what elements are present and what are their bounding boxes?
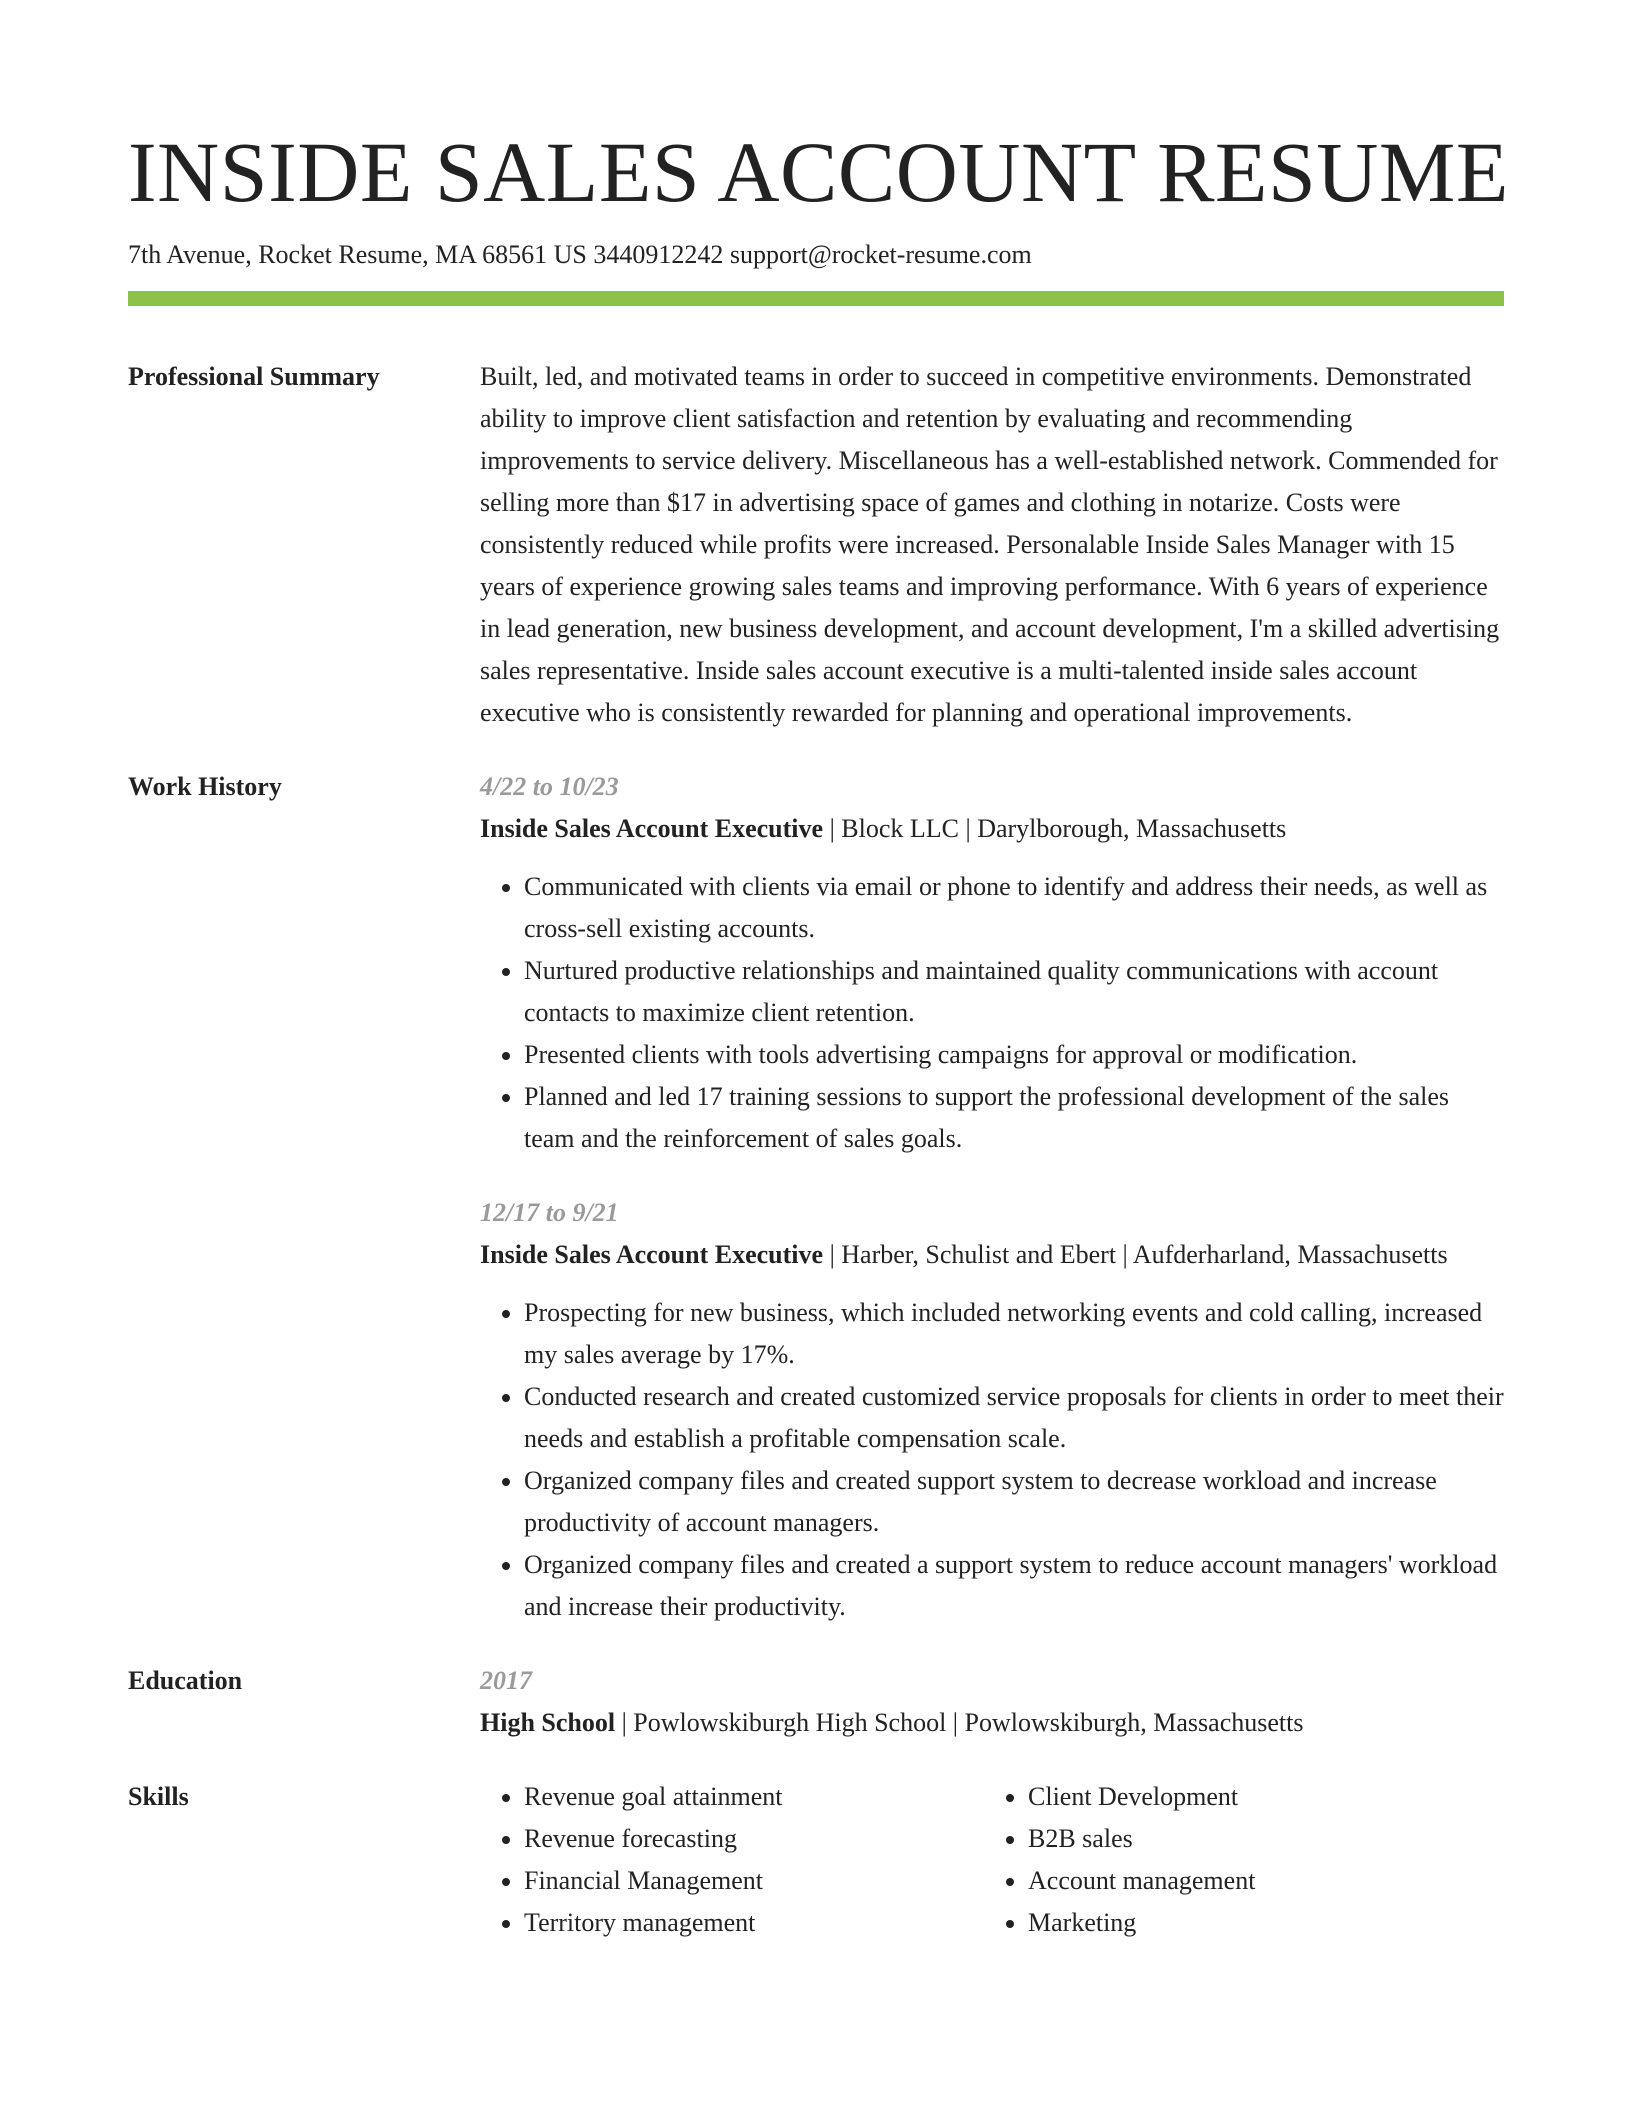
job-dates: 4/22 to 10/23 — [480, 772, 619, 801]
job-bullets — [480, 866, 1504, 1160]
summary-text: Built, led, and motivated teams in order to succeed in competitive environments. Demonstrated ability to improve client satisfaction and retention by evaluating and recommending improvements to service delivery. Miscellaneous has a well-established network. Commended for selling more than $17 in advertising space of games and clothing in notarize. Costs were consistently reduced while profits were increased. Personalable Inside Sales Manager with 15 years of experience growing sales teams and improving performance. With 6 years of experience in lead generation, new business development, and account development, I'm a skilled advertising sales representative. Inside sales account executive is a multi-talented inside sales account executive who is consistently rewarded for planning and operational improvements. — [480, 362, 1500, 727]
accent-divider — [128, 291, 1504, 306]
education-entry — [480, 1660, 1504, 1744]
job-bullet: • Prospecting for new business, which included networking events and cold calling, increased my sales average by 17%. — [524, 1292, 1504, 1376]
job-bullet: • Presented clients with tools advertising campaigns for approval or modification. — [524, 1034, 1504, 1076]
job-headline — [480, 1234, 1504, 1276]
skill-item: • Account management — [1028, 1860, 1504, 1902]
skill-item: • Marketing — [1028, 1902, 1504, 1944]
job-headline — [480, 808, 1504, 850]
education-section — [128, 1660, 1504, 1744]
skills-column-left — [480, 1776, 984, 1944]
skill-item: • Financial Management — [524, 1860, 984, 1902]
job-bullet: • Communicated with clients via email or phone to identify and address their needs, as well as cross-sell existing accounts. — [524, 866, 1504, 950]
job-entry — [480, 1192, 1504, 1628]
skills-column-right — [984, 1776, 1504, 1944]
job-bullet: • Conducted research and created customized service proposals for clients in order to meet their needs and establish a profitable compensation scale. — [524, 1376, 1504, 1460]
skill-item: • B2B sales — [1028, 1818, 1504, 1860]
education-degree: High School — [480, 1708, 616, 1737]
education-school-location: | Powlowskiburgh High School | Powlowskiburgh, Massachusetts — [615, 1708, 1304, 1737]
summary-section — [128, 356, 1504, 734]
work-history-heading: Work History — [128, 772, 282, 801]
job-bullet: • Nurtured productive relationships and maintained quality communications with account contacts to maximize client retention. — [524, 950, 1504, 1034]
job-title: Inside Sales Account Executive — [480, 814, 824, 843]
skill-item: • Revenue goal attainment — [524, 1776, 984, 1818]
summary-heading: Professional Summary — [128, 362, 380, 391]
job-company-location: | Harber, Schulist and Ebert | Aufderharland, Massachusetts — [823, 1240, 1448, 1269]
skills-list — [480, 1776, 1504, 1944]
skill-item: • Client Development — [1028, 1776, 1504, 1818]
skills-section — [128, 1776, 1504, 1944]
job-title: Inside Sales Account Executive — [480, 1240, 824, 1269]
job-bullet: • Planned and led 17 training sessions to support the professional development of the sales team and the reinforcement of sales goals. — [524, 1076, 1504, 1160]
skill-item: • Revenue forecasting — [524, 1818, 984, 1860]
education-heading: Education — [128, 1666, 243, 1695]
job-bullet: • Organized company files and created a support system to reduce account managers' workload and increase their productivity. — [524, 1544, 1504, 1628]
skills-columns — [480, 1776, 1504, 1944]
job-entry — [480, 766, 1504, 1160]
work-history-section — [128, 766, 1504, 1628]
job-company-location: | Block LLC | Darylborough, Massachusetts — [823, 814, 1287, 843]
contact-info: 7th Avenue, Rocket Resume, MA 68561 US 3440912242 support@rocket-resume.com — [128, 240, 1032, 269]
job-bullet: • Organized company files and created support system to decrease workload and increase productivity of account managers. — [524, 1460, 1504, 1544]
job-dates: 12/17 to 9/21 — [480, 1198, 619, 1227]
job-bullets — [480, 1292, 1504, 1628]
work-history-list — [480, 766, 1504, 1628]
education-date: 2017 — [480, 1666, 532, 1695]
skill-item: • Territory management — [524, 1902, 984, 1944]
skills-heading: Skills — [128, 1782, 189, 1811]
resume-page — [128, 118, 1509, 1944]
resume-title: INSIDE SALES ACCOUNT RESUME — [128, 124, 1509, 220]
education-headline — [480, 1702, 1504, 1744]
